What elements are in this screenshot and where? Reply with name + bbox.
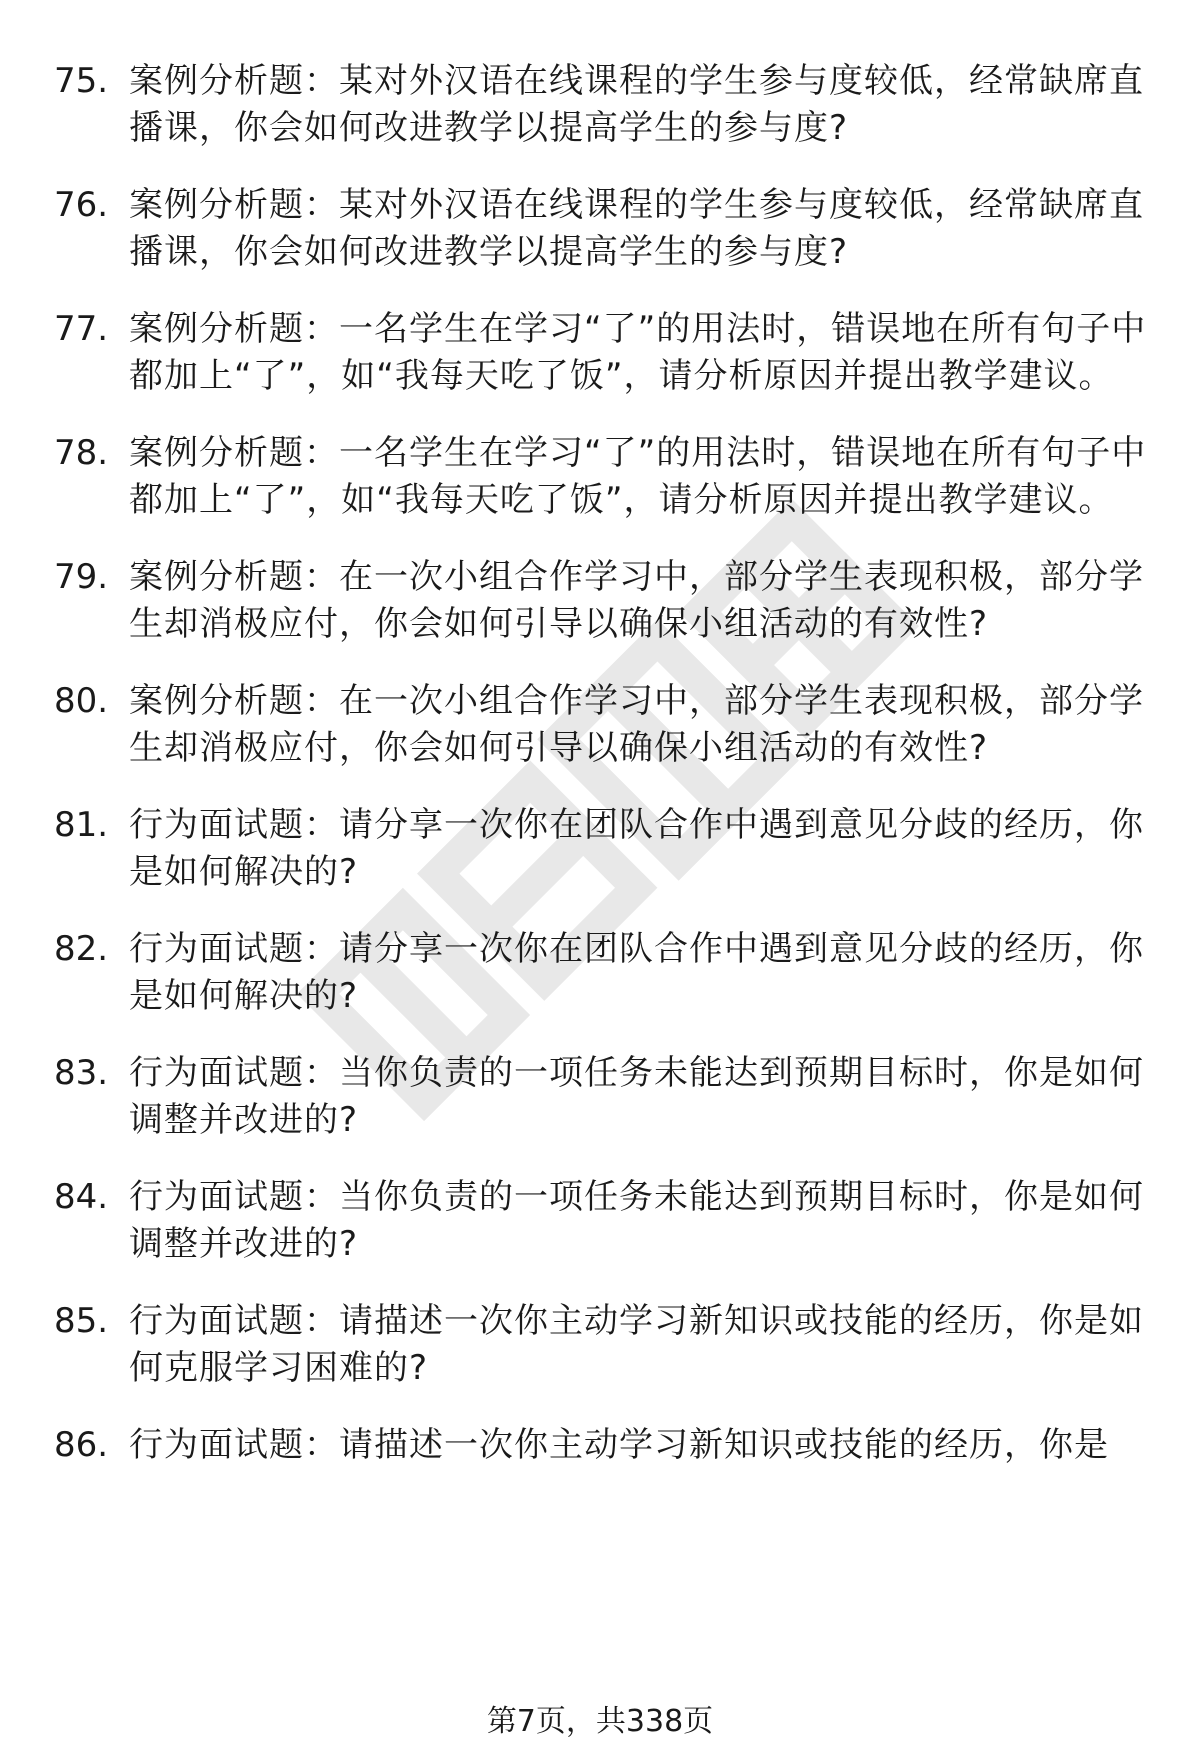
question-text: 行为面试题：当你负责的一项任务未能达到预期目标时，你是如何调整并改进的? [129,1177,1144,1264]
question-text: 案例分析题：某对外汉语在线课程的学生参与度较低，经常缺席直播课，你会如何改进教学以提高学生的参与度? [129,185,1144,272]
question-number: 78. [54,433,109,473]
question-text: 案例分析题：在一次小组合作学习中，部分学生表现积极，部分学生却消极应付，你会如何引导以确保小组活动的有效性? [129,681,1144,768]
question-item [54,554,1149,648]
question-number: 77. [54,309,109,349]
question-number: 82. [54,929,109,969]
question-text: 案例分析题：在一次小组合作学习中，部分学生表现积极，部分学生却消极应付，你会如何引导以确保小组活动的有效性? [129,557,1144,644]
question-number: 83. [54,1053,109,1093]
question-text: 行为面试题：请描述一次你主动学习新知识或技能的经历，你是如何克服学习困难的? [129,1301,1144,1388]
question-item [54,802,1149,896]
question-text: 案例分析题：一名学生在学习“了”的用法时，错误地在所有句子中都加上“了”，如“我每天吃了饭”，请分析原因并提出教学建议。 [129,433,1147,520]
question-item [54,678,1149,772]
question-item [54,306,1149,400]
question-number: 75. [54,61,109,101]
page-content [54,58,1149,1499]
question-text: 行为面试题：请分享一次你在团队合作中遇到意见分歧的经历，你是如何解决的? [129,929,1144,1016]
question-number: 81. [54,805,109,845]
question-item [54,58,1149,152]
question-text: 行为面试题：当你负责的一项任务未能达到预期目标时，你是如何调整并改进的? [129,1053,1144,1140]
question-number: 84. [54,1177,109,1217]
question-number: 80. [54,681,109,721]
question-text: 行为面试题：请描述一次你主动学习新知识或技能的经历，你是 [129,1425,1109,1465]
question-text: 案例分析题：一名学生在学习“了”的用法时，错误地在所有句子中都加上“了”，如“我每天吃了饭”，请分析原因并提出教学建议。 [129,309,1147,396]
question-item [54,1422,1149,1469]
question-item [54,430,1149,524]
question-number: 79. [54,557,109,597]
question-number: 86. [54,1425,109,1465]
question-text: 案例分析题：某对外汉语在线课程的学生参与度较低，经常缺席直播课，你会如何改进教学以提高学生的参与度? [129,61,1144,148]
question-item [54,1298,1149,1392]
question-list [54,58,1149,1469]
question-item [54,926,1149,1020]
page-footer: 第7页，共338页 [486,1704,714,1739]
question-number: 85. [54,1301,109,1341]
question-item [54,182,1149,276]
question-item [54,1174,1149,1268]
question-text: 行为面试题：请分享一次你在团队合作中遇到意见分歧的经历，你是如何解决的? [129,805,1144,892]
question-number: 76. [54,185,109,225]
question-item [54,1050,1149,1144]
